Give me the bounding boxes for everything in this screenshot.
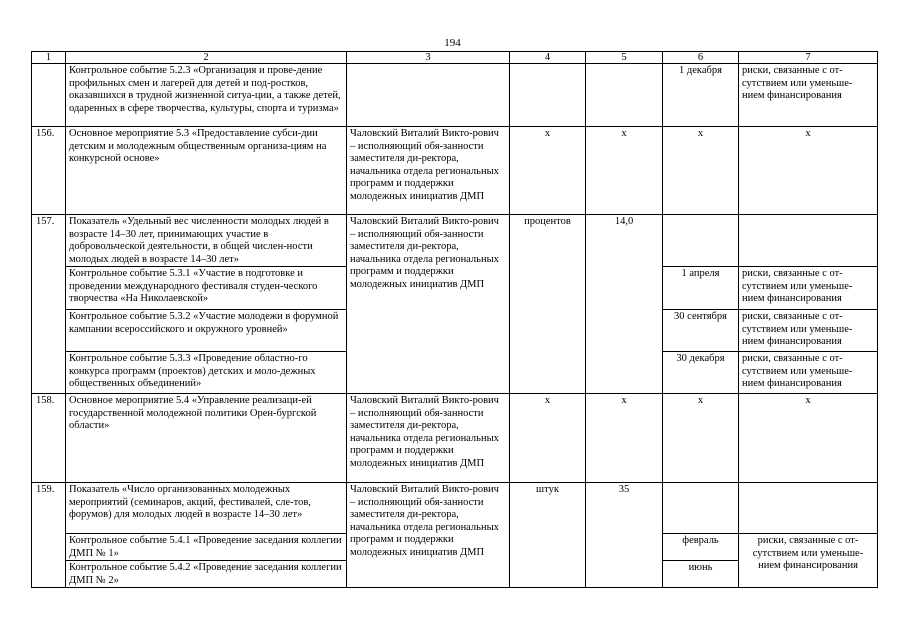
page-number: 194 bbox=[444, 37, 461, 49]
row-value: 35 bbox=[586, 483, 663, 588]
row-date: июнь bbox=[663, 561, 739, 588]
row-responsible bbox=[347, 64, 510, 127]
table-row bbox=[32, 483, 878, 534]
row-date bbox=[663, 483, 739, 534]
row-name: Основное мероприятие 5.3 «Предоставление субси-дии детским и молодежным общественным организа-циям на конкурсной основе» bbox=[66, 127, 347, 215]
row-responsible: Чаловский Виталий Викто-рович – исполняющий обя-занности заместителя ди-ректора, начальника отдела региональных программ и поддержки молодежных инициатив ДМП bbox=[347, 127, 510, 215]
row-name: Контрольное событие 5.3.3 «Проведение областно-го конкурса программ (проектов) детских и моло-дежных общественных объединений» bbox=[66, 352, 347, 394]
row-date: 1 апреля bbox=[663, 267, 739, 310]
row-name: Основное мероприятие 5.4 «Управление реализаци-ей государственной молодежной политики Орен-бургской области» bbox=[66, 394, 347, 483]
row-name: Контрольное событие 5.3.1 «Участие в подготовке и проведении международного фестиваля студен-ческого творчества «На Николаевской» bbox=[66, 267, 347, 310]
row-risks bbox=[739, 483, 878, 534]
row-unit bbox=[510, 64, 586, 127]
row-date: февраль bbox=[663, 534, 739, 561]
row-unit: x bbox=[510, 127, 586, 215]
row-name: Контрольное событие 5.4.2 «Проведение заседания коллегии ДМП № 2» bbox=[66, 561, 347, 588]
row-unit: штук bbox=[510, 483, 586, 588]
row-name: Контрольное событие 5.3.2 «Участие молодежи в форумной кампании всероссийского и окружного уровней» bbox=[66, 310, 347, 352]
row-responsible: Чаловский Виталий Викто-рович – исполняющий обя-занности заместителя ди-ректора, начальника отдела региональных программ и поддержки молодежных инициатив ДМП bbox=[347, 394, 510, 483]
header-cell: 5 bbox=[586, 52, 663, 64]
row-risks: риски, связанные с от-сутствием или уменьше-нием финансирования bbox=[739, 267, 878, 310]
table-row bbox=[32, 127, 878, 215]
row-risks: риски, связанные с от-сутствием или уменьше-нием финансирования bbox=[739, 310, 878, 352]
table-row bbox=[32, 215, 878, 267]
row-name: Контрольное событие 5.4.1 «Проведение заседания коллегии ДМП № 1» bbox=[66, 534, 347, 561]
row-value: x bbox=[586, 394, 663, 483]
row-date bbox=[663, 215, 739, 267]
table-row bbox=[32, 394, 878, 483]
row-date: 1 декабря bbox=[663, 64, 739, 127]
plan-table bbox=[31, 51, 878, 588]
header-cell: 2 bbox=[66, 52, 347, 64]
row-responsible: Чаловский Виталий Викто-рович – исполняющий обя-занности заместителя ди-ректора, начальника отдела региональных программ и поддержки молодежных инициатив ДМП bbox=[347, 215, 510, 394]
row-risks: риски, связанные с от-сутствием или уменьше-нием финансирования bbox=[739, 534, 878, 588]
row-value bbox=[586, 64, 663, 127]
header-cell: 4 bbox=[510, 52, 586, 64]
row-date: 30 сентября bbox=[663, 310, 739, 352]
row-risks: риски, связанные с от-сутствием или уменьше-нием финансирования bbox=[739, 64, 878, 127]
row-risks: x bbox=[739, 127, 878, 215]
table-row bbox=[32, 64, 878, 127]
header-cell: 3 bbox=[347, 52, 510, 64]
row-date: x bbox=[663, 394, 739, 483]
row-number: 157. bbox=[32, 215, 66, 394]
row-number: 156. bbox=[32, 127, 66, 215]
row-date: 30 декабря bbox=[663, 352, 739, 394]
row-unit: процентов bbox=[510, 215, 586, 394]
row-risks: x bbox=[739, 394, 878, 483]
header-cell: 7 bbox=[739, 52, 878, 64]
row-number: 158. bbox=[32, 394, 66, 483]
row-unit: x bbox=[510, 394, 586, 483]
row-value: x bbox=[586, 127, 663, 215]
row-name: Контрольное событие 5.2.3 «Организация и прове-дение профильных смен и лагерей для детей и под-ростков, оказавшихся в трудной жизненной ситуа-ции, а также детей, одаренных в сфере творчества, культуры, спорта и туризма» bbox=[66, 64, 347, 127]
row-name: Показатель «Число организованных молодежных мероприятий (семинаров, акций, фестивалей, сле-тов, форумов) для молодых людей в возрасте 14–30 лет» bbox=[66, 483, 347, 534]
row-risks bbox=[739, 215, 878, 267]
header-cell: 6 bbox=[663, 52, 739, 64]
row-number: 159. bbox=[32, 483, 66, 588]
row-risks: риски, связанные с от-сутствием или уменьше-нием финансирования bbox=[739, 352, 878, 394]
row-number bbox=[32, 64, 66, 127]
row-date: x bbox=[663, 127, 739, 215]
header-row bbox=[32, 52, 878, 64]
row-responsible: Чаловский Виталий Викто-рович – исполняющий обя-занности заместителя ди-ректора, начальника отдела региональных программ и поддержки молодежных инициатив ДМП bbox=[347, 483, 510, 588]
header-cell: 1 bbox=[32, 52, 66, 64]
row-name: Показатель «Удельный вес численности молодых людей в возрасте 14–30 лет, принимающих участие в добровольческой деятельности, в общей числен-ности молодых людей в возрасте 14–30 лет» bbox=[66, 215, 347, 267]
row-value: 14,0 bbox=[586, 215, 663, 394]
